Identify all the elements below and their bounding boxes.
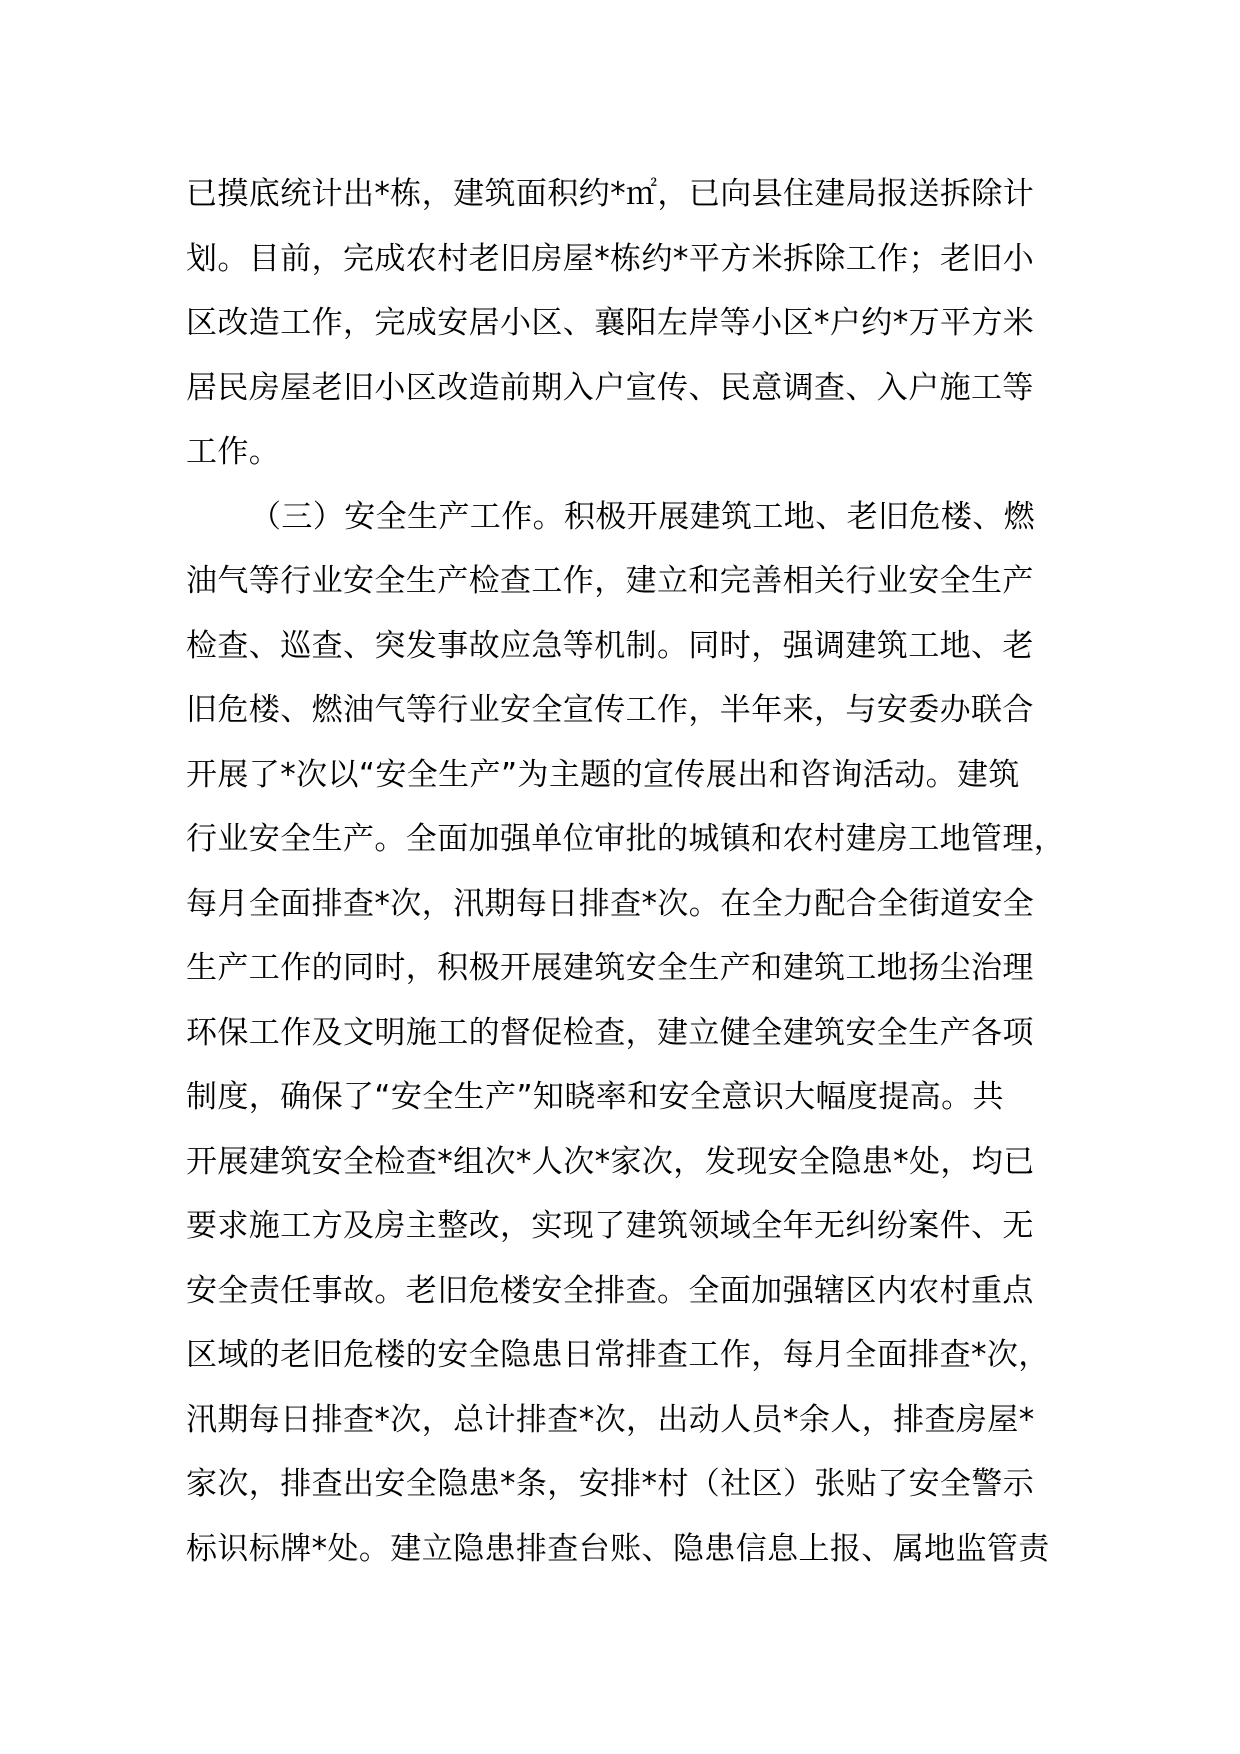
- text-line: 区改造工作，完成安居小区、襄阳左岸等小区*户约*万平方米: [186, 305, 1035, 341]
- text-line: 检查、巡查、突发事故应急等机制。同时，强调建筑工地、老: [186, 627, 1034, 664]
- text-line: 家次，排查出安全隐患*条，安排*村（社区）张贴了安全警示: [186, 1466, 1035, 1502]
- text-line: 已摸底统计出*栋，建筑面积约*㎡，已向县住建局报送拆除计: [186, 176, 1035, 212]
- text-line: 要求施工方及房主整改，实现了建筑领域全年无纠纷案件、无: [186, 1208, 1034, 1244]
- text-line: 生产工作的同时，积极开展建筑安全生产和建筑工地扬尘治理: [186, 950, 1034, 986]
- text-line: 划。目前，完成农村老旧房屋*栋约*平方米拆除工作；老旧小: [186, 240, 1035, 277]
- text-line: 行业安全生产。全面加强单位审批的城镇和农村建房工地管理，: [186, 821, 1066, 857]
- text-line: 开展建筑安全检查*组次*人次*家次，发现安全隐患*处，均已: [186, 1143, 1035, 1180]
- text-line: 汛期每日排查*次，总计排查*次，出动人员*余人，排查房屋*: [186, 1401, 1035, 1438]
- text-line: 安全责任事故。老旧危楼安全排查。全面加强辖区内农村重点: [186, 1272, 1034, 1309]
- text-line: 旧危楼、燃油气等行业安全宣传工作，半年来，与安委办联合: [186, 692, 1034, 728]
- text-line: 油气等行业安全生产检查工作，建立和完善相关行业安全生产: [186, 563, 1034, 599]
- section-heading-line: （三）安全生产工作。积极开展建筑工地、老旧危楼、燃: [250, 498, 1035, 535]
- text-line: 居民房屋老旧小区改造前期入户宣传、民意调查、入户施工等: [186, 369, 1034, 406]
- body-text: [186, 162, 1076, 1581]
- text-line: 区域的老旧危楼的安全隐患日常排查工作，每月全面排查*次，: [186, 1337, 1050, 1373]
- text-line: 标识标牌*处。建立隐患排查台账、隐患信息上报、属地监管责: [186, 1530, 1050, 1567]
- text-line: 制度，确保了“安全生产”知晓率和安全意识大幅度提高。共: [186, 1079, 1004, 1115]
- text-line: 工作。: [186, 434, 281, 470]
- text-line: 环保工作及文明施工的督促检查，建立健全建筑安全生产各项: [186, 1014, 1034, 1051]
- text-line: 每月全面排查*次，汛期每日排查*次。在全力配合全街道安全: [186, 885, 1035, 922]
- text-line: 开展了*次以“安全生产”为主题的宣传展出和咨询活动。建筑: [186, 756, 1020, 793]
